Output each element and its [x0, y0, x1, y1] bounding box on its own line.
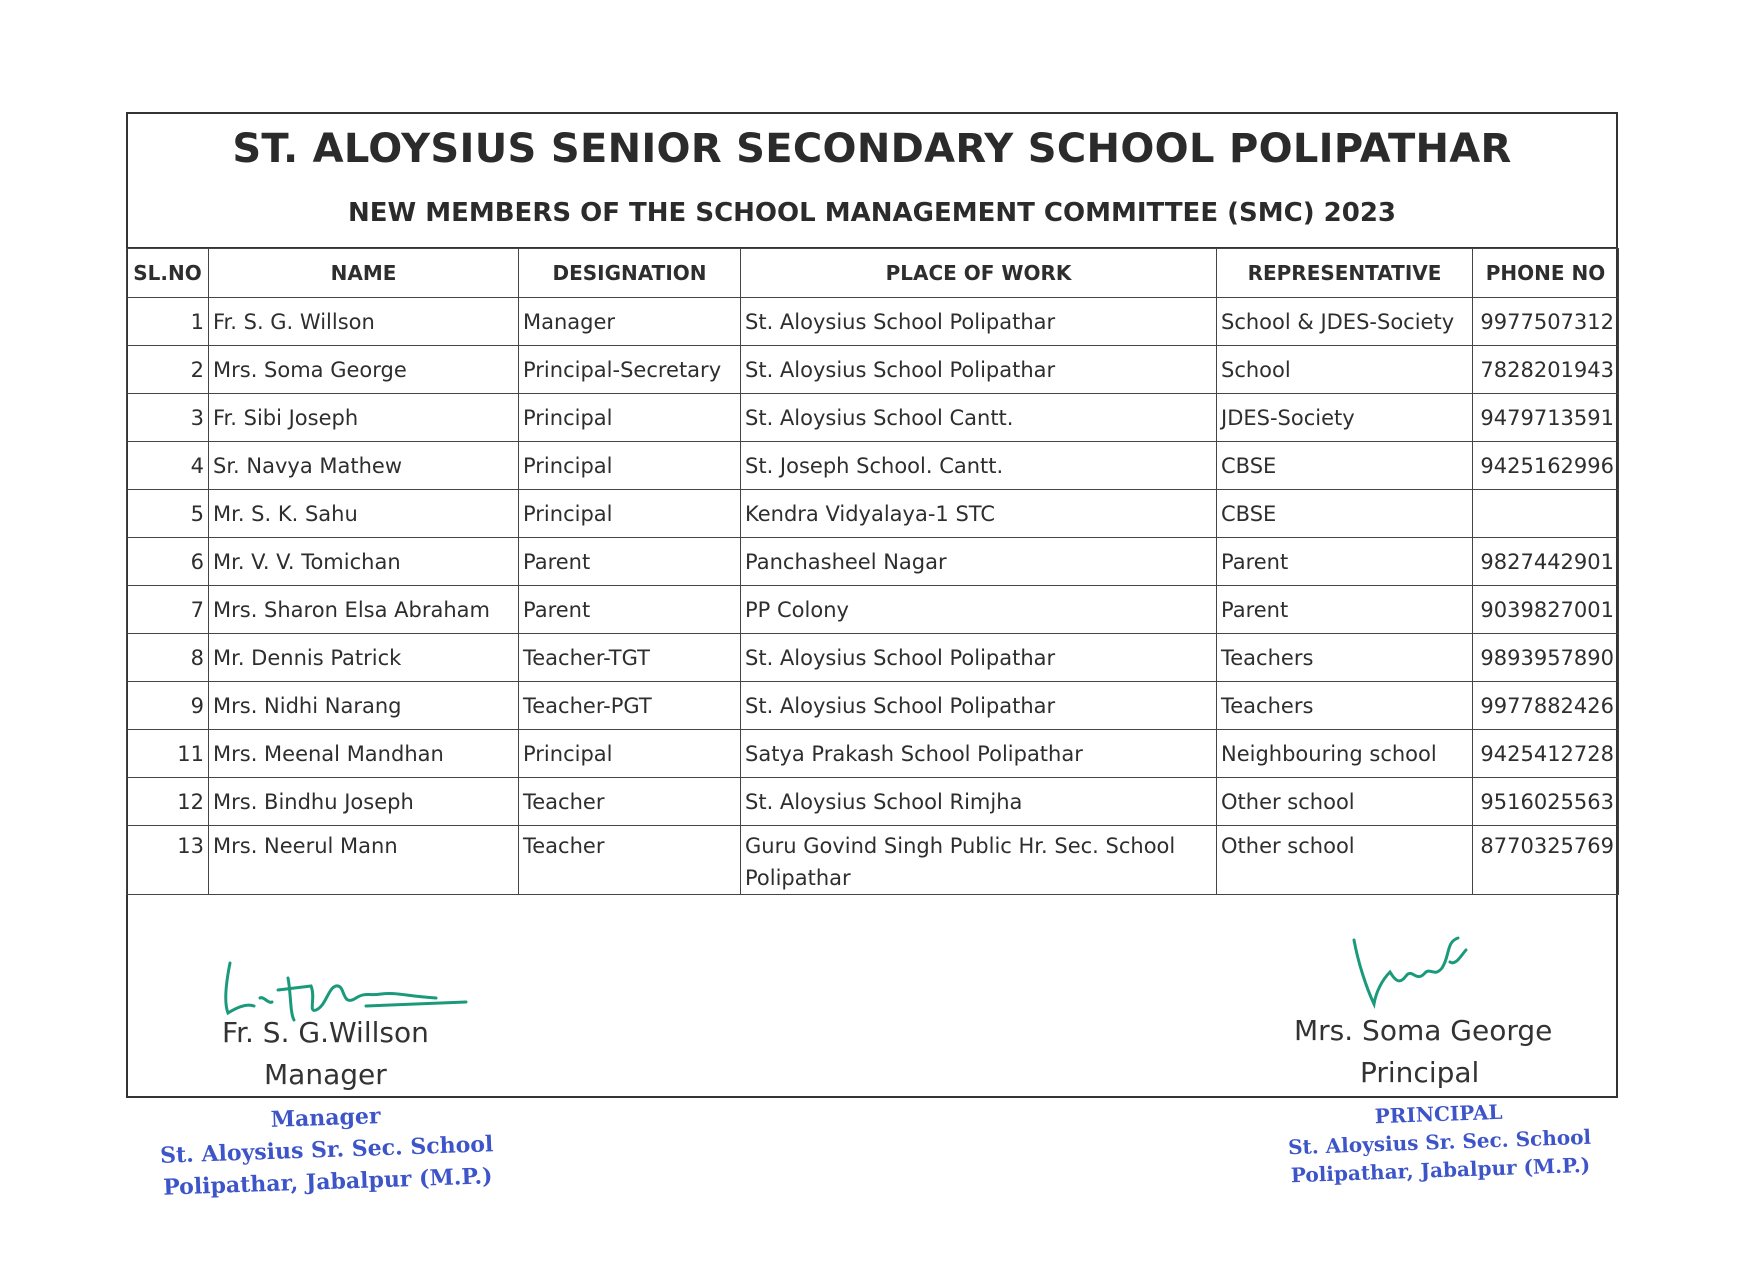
cell-place: Panchasheel Nagar: [741, 538, 1217, 586]
principal-name: Mrs. Soma George: [1294, 1014, 1553, 1047]
cell-name: Sr. Navya Mathew: [209, 442, 519, 490]
cell-representative: Other school: [1217, 826, 1473, 895]
cell-representative: Neighbouring school: [1217, 730, 1473, 778]
column-header-representative: REPRESENTATIVE: [1217, 249, 1473, 298]
cell-representative: Teachers: [1217, 682, 1473, 730]
cell-place: St. Aloysius School Polipathar: [741, 634, 1217, 682]
table-row: [127, 730, 1619, 778]
manager-stamp: [158, 1096, 495, 1204]
table-row: [127, 778, 1619, 826]
committee-subtitle: NEW MEMBERS OF THE SCHOOL MANAGEMENT COMMITTEE (SMC) 2023: [347, 198, 1396, 228]
cell-sl: 4: [127, 442, 209, 490]
cell-name: Mr. S. K. Sahu: [209, 490, 519, 538]
cell-designation: Parent: [519, 538, 741, 586]
cell-place: St. Aloysius School Polipathar: [741, 298, 1217, 346]
members-table: [126, 248, 1619, 895]
cell-sl: 8: [127, 634, 209, 682]
cell-designation: Principal: [519, 394, 741, 442]
cell-place: PP Colony: [741, 586, 1217, 634]
cell-representative: School: [1217, 346, 1473, 394]
cell-sl: 12: [127, 778, 209, 826]
table-row: [127, 490, 1619, 538]
cell-designation: Manager: [519, 298, 741, 346]
table-row: [127, 586, 1619, 634]
cell-phone: 9977882426: [1473, 682, 1619, 730]
table-row: [127, 538, 1619, 586]
cell-sl: 1: [127, 298, 209, 346]
cell-name: Mrs. Soma George: [209, 346, 519, 394]
cell-sl: 7: [127, 586, 209, 634]
school-title: ST. ALOYSIUS SENIOR SECONDARY SCHOOL POLIPATHAR: [232, 126, 1512, 172]
manager-role: Manager: [264, 1058, 387, 1091]
header-block: [126, 112, 1618, 249]
cell-sl: 13: [127, 826, 209, 895]
cell-designation: Principal: [519, 490, 741, 538]
cell-designation: Teacher: [519, 826, 741, 895]
cell-phone: 9039827001: [1473, 586, 1619, 634]
cell-representative: School & JDES-Society: [1217, 298, 1473, 346]
cell-place: St. Aloysius School Rimjha: [741, 778, 1217, 826]
cell-representative: Teachers: [1217, 634, 1473, 682]
column-header-sl: SL.NO: [127, 249, 209, 298]
cell-designation: Principal: [519, 442, 741, 490]
manager-name: Fr. S. G.Willson: [222, 1016, 429, 1049]
cell-phone: 9425162996: [1473, 442, 1619, 490]
cell-designation: Teacher-TGT: [519, 634, 741, 682]
cell-representative: Parent: [1217, 586, 1473, 634]
cell-representative: Parent: [1217, 538, 1473, 586]
cell-name: Mrs. Nidhi Narang: [209, 682, 519, 730]
cell-phone: 9516025563: [1473, 778, 1619, 826]
cell-designation: Teacher: [519, 778, 741, 826]
cell-phone: 9827442901: [1473, 538, 1619, 586]
cell-designation: Principal-Secretary: [519, 346, 741, 394]
cell-sl: 2: [127, 346, 209, 394]
column-header-designation: DESIGNATION: [519, 249, 741, 298]
cell-name: Mr. V. V. Tomichan: [209, 538, 519, 586]
cell-place: St. Aloysius School Polipathar: [741, 346, 1217, 394]
manager-stamp-address: Polipathar, Jabalpur (M.P.): [162, 1163, 493, 1201]
table-row: [127, 298, 1619, 346]
cell-place: St. Aloysius School Polipathar: [741, 682, 1217, 730]
cell-phone: 9977507312: [1473, 298, 1619, 346]
cell-phone: 9479713591: [1473, 394, 1619, 442]
column-header-place: PLACE OF WORK: [741, 249, 1217, 298]
cell-designation: Parent: [519, 586, 741, 634]
table-row: [127, 826, 1619, 895]
cell-name: Mrs. Bindhu Joseph: [209, 778, 519, 826]
cell-phone: 7828201943: [1473, 346, 1619, 394]
cell-name: Mrs. Sharon Elsa Abraham: [209, 586, 519, 634]
cell-name: Mrs. Meenal Mandhan: [209, 730, 519, 778]
cell-phone: 9893957890: [1473, 634, 1619, 682]
cell-name: Mrs. Neerul Mann: [209, 826, 519, 895]
manager-stamp-title: Manager: [270, 1103, 381, 1133]
table-row: [127, 442, 1619, 490]
cell-designation: Principal: [519, 730, 741, 778]
table-row: [127, 634, 1619, 682]
cell-sl: 5: [127, 490, 209, 538]
principal-signature: [1346, 932, 1486, 1012]
cell-place: St. Joseph School. Cantt.: [741, 442, 1217, 490]
principal-role: Principal: [1360, 1056, 1480, 1089]
cell-representative: CBSE: [1217, 442, 1473, 490]
cell-phone: [1473, 490, 1619, 538]
table-header-row: [127, 249, 1619, 298]
cell-name: Fr. Sibi Joseph: [209, 394, 519, 442]
principal-stamp-title: PRINCIPAL: [1374, 1099, 1503, 1129]
cell-sl: 9: [127, 682, 209, 730]
table-row: [127, 394, 1619, 442]
principal-stamp: [1287, 1095, 1593, 1190]
cell-sl: 6: [127, 538, 209, 586]
column-header-name: NAME: [209, 249, 519, 298]
cell-phone: 9425412728: [1473, 730, 1619, 778]
cell-place: Satya Prakash School Polipathar: [741, 730, 1217, 778]
cell-representative: JDES-Society: [1217, 394, 1473, 442]
cell-representative: CBSE: [1217, 490, 1473, 538]
cell-name: Mr. Dennis Patrick: [209, 634, 519, 682]
cell-name: Fr. S. G. Willson: [209, 298, 519, 346]
cell-representative: Other school: [1217, 778, 1473, 826]
cell-sl: 3: [127, 394, 209, 442]
cell-sl: 11: [127, 730, 209, 778]
table-row: [127, 682, 1619, 730]
cell-place: St. Aloysius School Cantt.: [741, 394, 1217, 442]
cell-designation: Teacher-PGT: [519, 682, 741, 730]
cell-phone: 8770325769: [1473, 826, 1619, 895]
signature-area: [126, 898, 1618, 1098]
column-header-phone: PHONE NO: [1473, 249, 1619, 298]
table-row: [127, 346, 1619, 394]
principal-stamp-address: Polipathar, Jabalpur (M.P.): [1290, 1152, 1591, 1188]
cell-place: Guru Govind Singh Public Hr. Sec. School Polipathar: [741, 826, 1217, 895]
cell-place: Kendra Vidyalaya-1 STC: [741, 490, 1217, 538]
principal-stamp-school: St. Aloysius Sr. Sec. School: [1287, 1124, 1592, 1160]
manager-stamp-school: St. Aloysius Sr. Sec. School: [159, 1131, 494, 1169]
